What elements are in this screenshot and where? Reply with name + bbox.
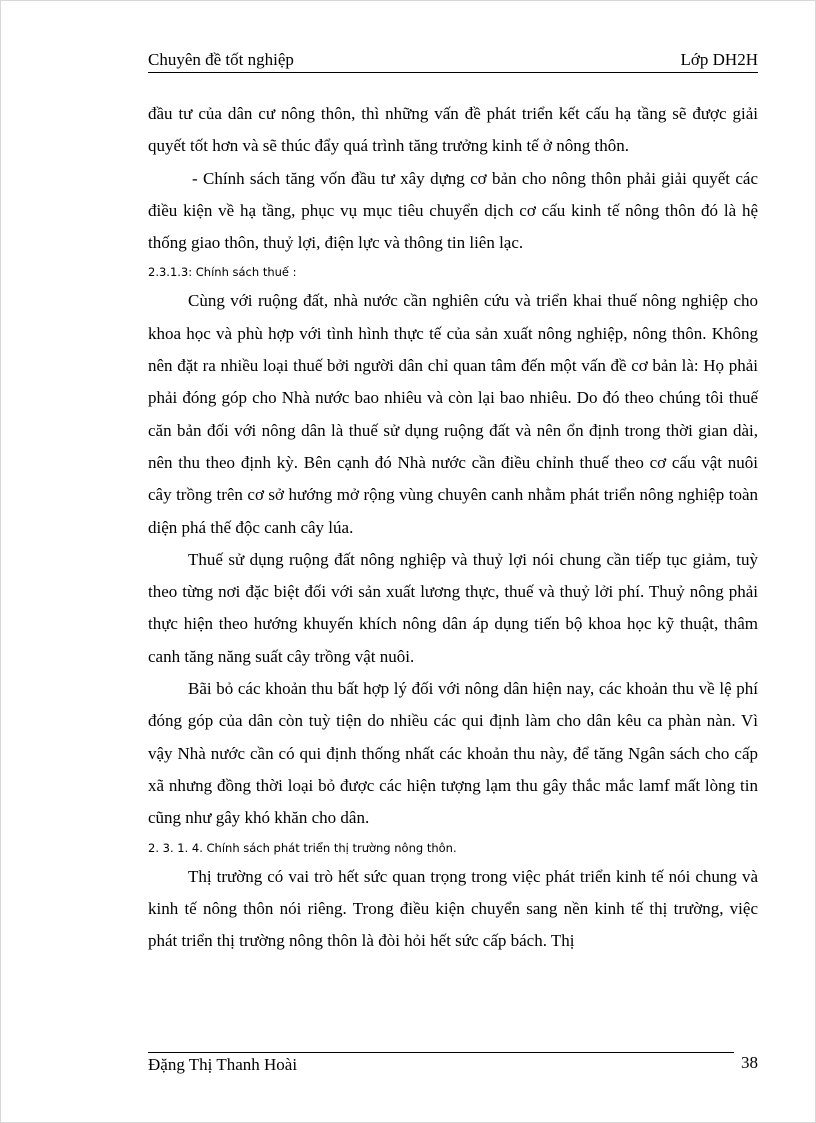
paragraph-tax-2: Thuế sử dụng ruộng đất nông nghiệp và thuỷ lợi nói chung cần tiếp tục giảm, tuỳ theo từng nơi đặc biệt đối với sản xuất lương thực, thuế và thuỷ lởi phí. Thuỷ nông phải thực hiện theo hướng khuyến khích nông dân áp dụng tiến bộ khoa học kỹ thuật, thâm canh tăng năng suất cây trồng vật nuôi. [148, 549, 758, 666]
paragraph-market: Thị trường có vai trò hết sức quan trọng trong việc phát triển kinh tế nói chung và kinh tế nông thôn nói riêng. Trong điều kiện chuyển sang nền kinh tế thị trường, việc phát triển thị trường nông thôn là đòi hỏi hết sức cấp bách. Thị [148, 866, 758, 951]
footer-author: Đặng Thị Thanh Hoài [148, 1055, 298, 1074]
section-heading-market-policy: 2. 3. 1. 4. Chính sách phát triển thị trường nông thôn. [148, 840, 457, 855]
paragraph-tax-1: Cùng với ruộng đất, nhà nước cần nghiên cứu và triển khai thuế nông nghiệp cho khoa học và phù hợp với tình hình thực tế của sản xuất nông nghiệp, nông thôn. Không nên đặt ra nhiều loại thuế bởi người dân chỉ quan tâm đến một vấn đề cơ bản là: Họ phải phải đóng góp cho Nhà nước bao nhiêu và còn lại bao nhiêu. Do đó theo chúng tôi thuế căn bản đối với nông dân là thuế sử dụng ruộng đất và nên ổn định trong thời gian dài, nên thu theo định kỳ. Bên cạnh đó Nhà nước cần điều chỉnh thuế theo cơ cấu vật nuôi cây trồng trên cơ sở hướng mở rộng vùng chuyên canh nhằm phát triển nông nghiệp toàn diện phá thế độc canh cây lúa. [148, 291, 758, 537]
paragraph-fees: Bãi bỏ các khoản thu bất hợp lý đối với nông dân hiện nay, các khoản thu về lệ phí đóng góp của dân còn tuỳ tiện do nhiều các qui định làm cho dân kêu ca phàn nàn. Vì vậy Nhà nước cần có qui định thống nhất các khoản thu này, để tăng Ngân sách cho cấp xã nhưng đồng thời loại bỏ được các hiện tượng lạm thu gây thắc mắc lamf mất lòng tin cũng như gây khó khăn cho dân. [148, 679, 758, 828]
page-number: 38 [741, 1053, 758, 1072]
paragraph-investment-policy: - Chính sách tăng vốn đầu tư xây dựng cơ bản cho nông thôn phải giải quyết các điều kiện về hạ tầng, phục vụ mục tiêu chuyển dịch cơ cấu kinh tế nông thôn đó là hệ thống giao thôn, thuỷ lợi, điện lực và thông tin liên lạc. [148, 168, 758, 253]
header-title: Chuyên đề tốt nghiệp [148, 50, 294, 69]
paragraph-continuation: đầu tư của dân cư nông thôn, thì những vấn đề phát triển kết cấu hạ tầng sẽ được giải quyết tốt hơn và sẽ thúc đẩy quá trình tăng trưởng kinh tế ở nông thôn. [148, 104, 758, 156]
page-body [148, 98, 758, 957]
section-heading-tax-policy: 2.3.1.3: Chính sách thuế : [148, 265, 297, 280]
page-header [148, 50, 758, 73]
header-class: Lớp DH2H [680, 50, 758, 69]
footer-divider [148, 1052, 734, 1053]
